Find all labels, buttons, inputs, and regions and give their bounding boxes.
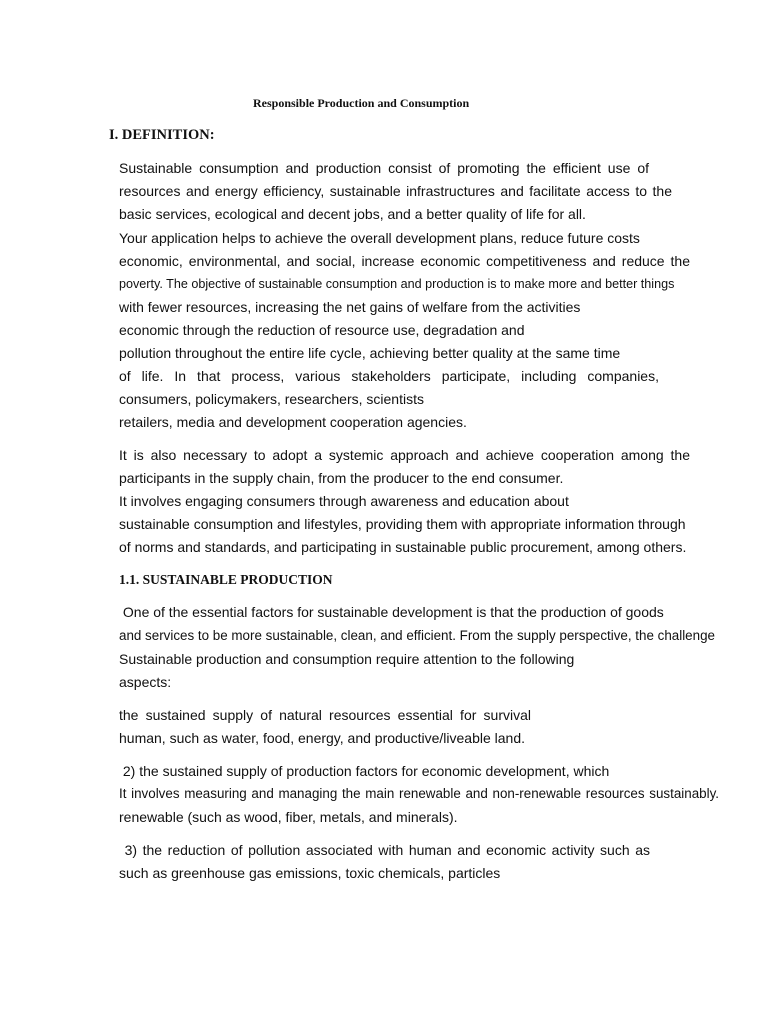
text-line: consumers, policymakers, researchers, scientists	[119, 391, 424, 407]
text-line: It involves measuring and managing the main renewable and non-renewable resources sustainably.	[119, 786, 719, 801]
text-line: aspects:	[119, 674, 172, 690]
heading-definition: I. DEFINITION:	[109, 127, 215, 143]
text-line: pollution throughout the entire life cycle, achieving better quality at the same time	[119, 345, 621, 361]
text-line: sustainable consumption and lifestyles, providing them with appropriate information through	[119, 516, 686, 532]
text-line: human, such as water, food, energy, and productive/liveable land.	[119, 730, 525, 746]
text-line: participants in the supply chain, from the producer to the end consumer.	[119, 470, 564, 486]
heading-sustainable-production: 1.1. SUSTAINABLE PRODUCTION	[119, 572, 333, 587]
text-line: basic services, ecological and decent jobs, and a better quality of life for all.	[119, 206, 586, 222]
text-line: poverty. The objective of sustainable consumption and production is to make more and better things	[119, 277, 675, 291]
text-line: It is also necessary to adopt a systemic approach and achieve cooperation among the	[119, 447, 690, 463]
document-title: Responsible Production and Consumption	[253, 96, 470, 110]
text-line: 3) the reduction of pollution associated with human and economic activity such as	[119, 842, 650, 858]
text-line: such as greenhouse gas emissions, toxic chemicals, particles	[119, 865, 501, 881]
text-line: and services to be more sustainable, clean, and efficient. From the supply perspective, the challenge	[119, 628, 715, 643]
text-line: Your application helps to achieve the overall development plans, reduce future costs	[119, 230, 640, 246]
text-line: Sustainable production and consumption require attention to the following	[119, 651, 575, 667]
text-line: 2) the sustained supply of production factors for economic development, which	[119, 763, 610, 779]
text-line: of norms and standards, and participating in sustainable public procurement, among others.	[119, 539, 687, 555]
text-line: of life. In that process, various stakeholders participate, including companies,	[119, 368, 659, 384]
text-line: renewable (such as wood, fiber, metals, and minerals).	[119, 809, 458, 825]
text-line: retailers, media and development cooperation agencies.	[119, 414, 467, 430]
text-line: Sustainable consumption and production consist of promoting the efficient use of	[119, 160, 649, 176]
text-line: One of the essential factors for sustainable development is that the production of goods	[119, 604, 664, 620]
text-line: with fewer resources, increasing the net gains of welfare from the activities	[119, 299, 581, 315]
text-line: It involves engaging consumers through awareness and education about	[119, 493, 569, 509]
text-line: economic through the reduction of resource use, degradation and	[119, 322, 525, 338]
text-line: economic, environmental, and social, increase economic competitiveness and reduce the	[119, 253, 690, 269]
text-line: the sustained supply of natural resources essential for survival	[119, 707, 531, 723]
text-line: resources and energy efficiency, sustainable infrastructures and facilitate access to the	[119, 183, 672, 199]
